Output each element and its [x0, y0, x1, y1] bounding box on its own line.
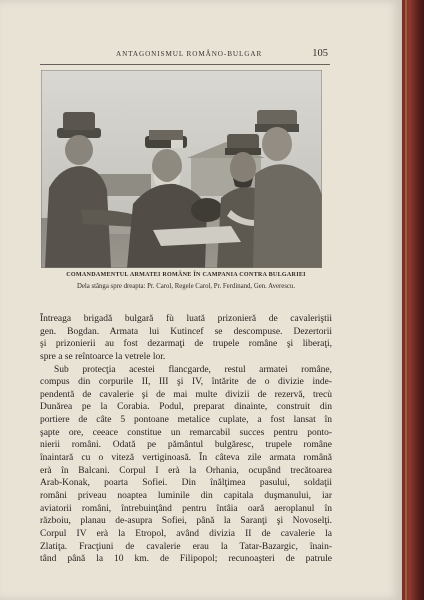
- historical-photograph: [41, 70, 322, 268]
- text-line: tând până la 10 km. de Filipopol; recunoaşteri de patrule: [40, 554, 332, 565]
- page-number: 105: [312, 48, 328, 59]
- text-line: Zlatiţa. Fracţiuni de cavalerie erau la Tatar-Bazargic, înain-: [40, 541, 332, 552]
- text-line: compus din corpurile II, III şi IV, întărite de o divizie inde-: [40, 377, 332, 388]
- body-text: [40, 313, 332, 566]
- running-title: ANTAGONISMUL ROMÂNO-BULGAR: [116, 50, 263, 58]
- text-line: Arab-Konak, poarta Sofiei. Din înălţimea pasului, soldaţii: [40, 478, 332, 489]
- text-line: pendentă de cavalerie şi de mai multe divizii de rezervă, trecù: [40, 389, 332, 400]
- text-line: şapte ore, ceeace constitue un remarcabil succes pentru ponto-: [40, 427, 332, 438]
- text-line: erà în Balcani. Corpul I erà la Orhania, ocupând trecătoarea: [40, 465, 332, 476]
- text-line: aviatorii români, întrebuinţând pentru întâia oară aeroplanul în: [40, 503, 332, 514]
- text-line: gen. Bogdan. Armata lui Kutincef se descompuse. Dezertorii: [40, 326, 332, 337]
- text-line: Dunărea pe la Corabia. Podul, preparat dinainte, construit din: [40, 402, 332, 413]
- photo-illustration: [41, 70, 322, 268]
- running-header: [40, 50, 330, 65]
- text-line: înaintară cu o viteză vertiginoasă. În câteva zile armata română: [40, 453, 332, 464]
- text-line: Întreaga brigadă bulgară fù luată prizonieră de cavaleriştii: [40, 314, 332, 324]
- figure-caption-subtitle: Dela stânga spre dreapta: Pr. Carol, Regele Carol, Pr. Ferdinand, Gen. Averescu.: [76, 283, 296, 290]
- book-binding: [402, 0, 424, 600]
- text-line: şi prizonierii au fost dezarmaţi de trupele române şi liberaţi,: [40, 339, 332, 350]
- text-line: nierii români. Odată pe pământul bulgăresc, trupele române: [40, 440, 332, 451]
- text-line: Corpul IV erà la Etropol, având divizia II de cavalerie la: [40, 528, 332, 539]
- text-line: războiu, planau de-asupra Sofiei, până la Saranţi şi Novoselţi.: [40, 516, 332, 527]
- text-line: români priveau noaptea luminile din capitala duşmanului, iar: [40, 490, 332, 501]
- text-line: spre a se reîntoarce la vetrele lor.: [40, 351, 166, 362]
- text-line: portiere de câte 5 pontoane metalice cuplate, a fost lansat în: [40, 415, 332, 426]
- figure-caption-title: COMANDAMENTUL ARMATEI ROMÂNE ÎN CAMPANIA CONTRA BULGARIEI: [66, 272, 306, 278]
- text-line: Sub protecţia acestei flancgarde, restul armatei române,: [54, 364, 332, 375]
